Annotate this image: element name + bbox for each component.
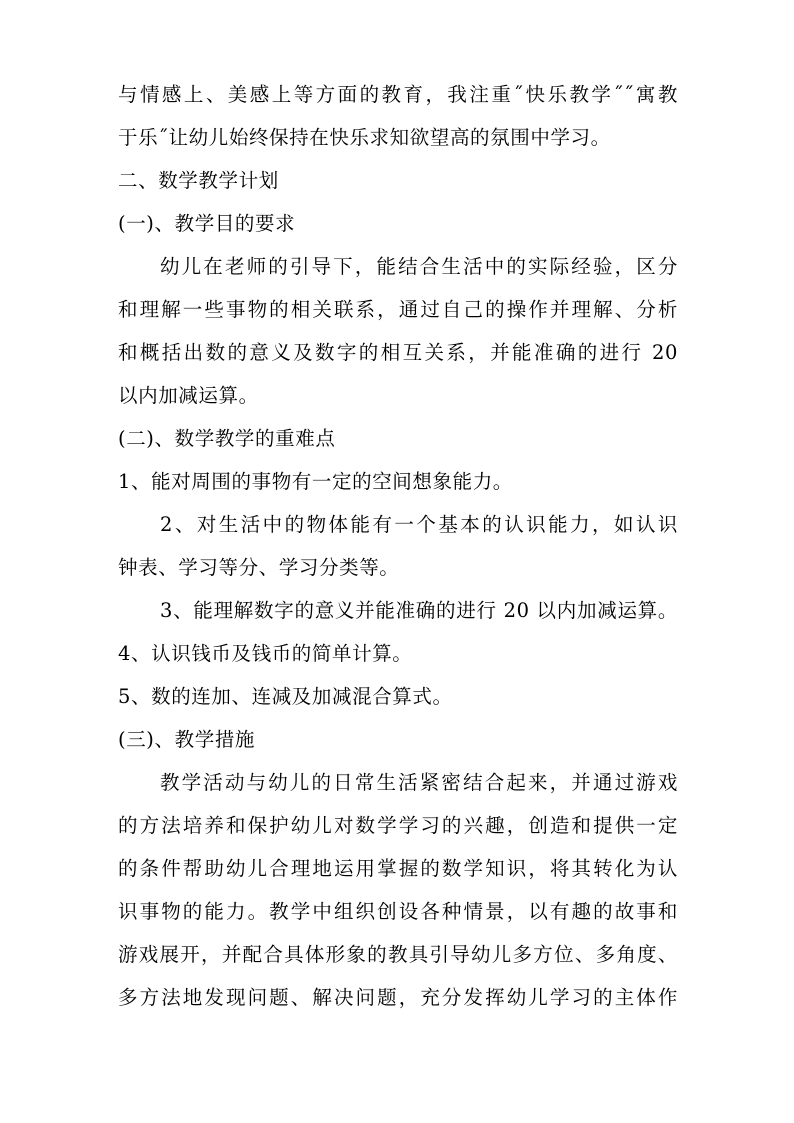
list-item: 2、对生活中的物体能有一个基本的认识能力，如认识 (160, 513, 678, 536)
list-item: 3、能理解数字的意义并能准确的进行 20 以内加减运算。 (160, 599, 678, 622)
subsection-heading: (一)、教学目的要求 (118, 212, 296, 235)
list-item: 5、数的连加、连减及加减混合算式。 (118, 685, 453, 708)
paragraph-line: 多方法地发现问题、解决问题，充分发挥幼儿学习的主体作 (118, 986, 678, 1009)
paragraph-line: 于乐˝让幼儿始终保持在快乐求知欲望高的氛围中学习。 (118, 126, 611, 149)
paragraph-line: 幼儿在老师的引导下，能结合生活中的实际经验，区分 (160, 255, 678, 278)
paragraph-line: 与情感上、美感上等方面的教育，我注重˝快乐教学˝˝寓教 (118, 83, 678, 106)
paragraph-line: 教学活动与幼儿的日常生活紧密结合起来，并通过游戏 (160, 771, 678, 794)
list-item: 4、认识钱币及钱币的简单计算。 (118, 642, 413, 665)
paragraph-line: 和理解一些事物的相关联系，通过自己的操作并理解、分析 (118, 298, 678, 321)
paragraph-line: 以内加减运算。 (118, 384, 259, 407)
subsection-heading: (二)、数学教学的重难点 (118, 427, 336, 450)
paragraph-line: 和概括出数的意义及数字的相互关系，并能准确的进行 20 (118, 341, 678, 364)
list-item: 1、能对周围的事物有一定的空间想象能力。 (118, 470, 513, 493)
paragraph-line: 的条件帮助幼儿合理地运用掌握的数学知识，将其转化为认 (118, 857, 678, 880)
paragraph-line: 的方法培养和保护幼儿对数学学习的兴趣，创造和提供一定 (118, 814, 678, 837)
subsection-heading: (三)、教学措施 (118, 728, 256, 751)
paragraph-line: 钟表、学习等分、学习分类等。 (118, 556, 400, 579)
paragraph-line: 游戏展开，并配合具体形象的教具引导幼儿多方位、多角度、 (118, 943, 678, 966)
section-heading: 二、数学教学计划 (118, 169, 279, 192)
paragraph-line: 识事物的能力。教学中组织创设各种情景，以有趣的故事和 (118, 900, 678, 923)
